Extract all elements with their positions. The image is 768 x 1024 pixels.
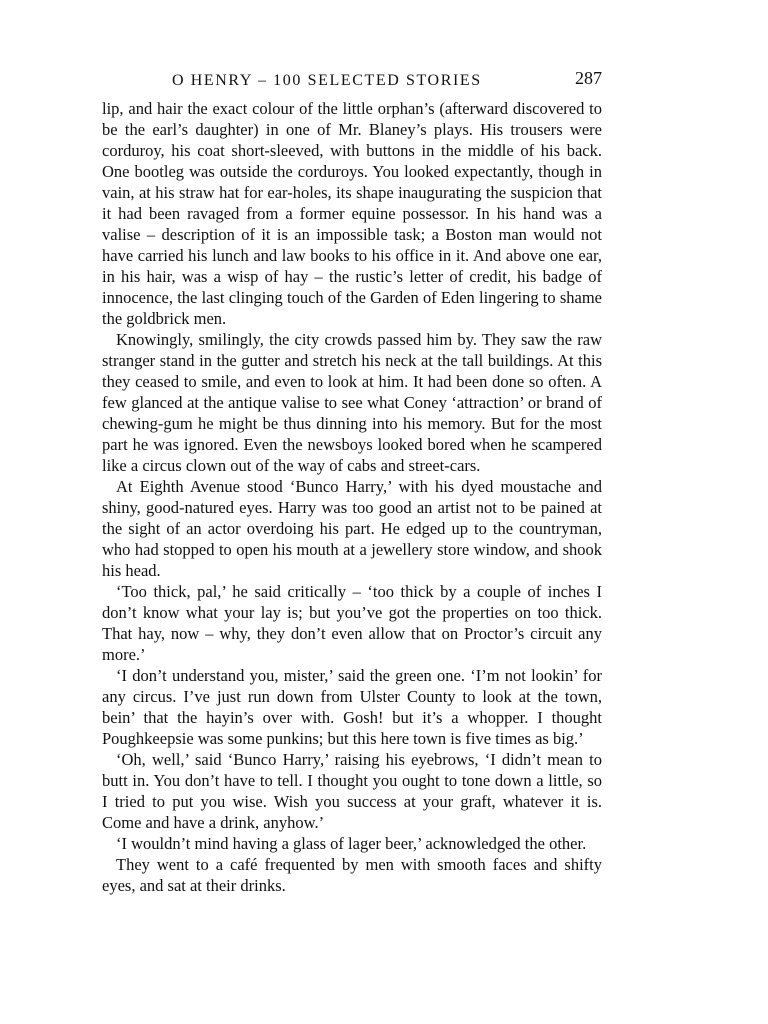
paragraph-4: ‘Too thick, pal,’ he said critically – ‘too thick by a couple of inches I don’t know what your lay is; but you’ve got the properties on too thick. That hay, now – why, they don’t even allow that on Proctor’s circuit any more.’ (102, 582, 602, 664)
page-number: 287 (575, 68, 602, 88)
paragraph-7: ‘I wouldn’t mind having a glass of lager beer,’ acknowledged the other. (116, 834, 587, 853)
paragraph-2: Knowingly, smilingly, the city crowds passed him by. They saw the raw stranger stand in the gutter and stretch his neck at the tall buildings. At this they ceased to smile, and even to look at him. It had been done so often. A few glanced at the antique valise to see what Coney ‘attraction’ or brand of chewing-gum he might be thus dinning into his memory. But for the most part he was ignored. Even the newsboys looked bored when he scampered like a circus clown out of the way of cabs and street-cars. (102, 330, 602, 475)
running-head (102, 66, 602, 94)
paragraph-3: At Eighth Avenue stood ‘Bunco Harry,’ with his dyed moustache and shiny, good-natured eyes. Harry was too good an artist not to be pained at the sight of an actor overdoing his part. He edged up to the countryman, who had stopped to open his mouth at a jewellery store window, and shook his head. (102, 477, 602, 580)
book-page (102, 66, 602, 896)
paragraph-1: lip, and hair the exact colour of the little orphan’s (afterward discovered to be the earl’s daughter) in one of Mr. Blaney’s plays. His trousers were corduroy, his coat short-sleeved, with buttons in the middle of his back. One bootleg was outside the corduroys. You looked expectantly, though in vain, at his straw hat for ear-holes, its shape inaugurating the suspicion that it had been ravaged from a former equine possessor. In his hand was a valise – description of it is an impossible task; a Boston man would not have carried his lunch and law books to his office in it. And above one ear, in his hair, was a wisp of hay – the rustic’s letter of credit, his badge of innocence, the last clinging touch of the Garden of Eden lingering to shame the goldbrick men. (102, 99, 602, 328)
paragraph-6: ‘Oh, well,’ said ‘Bunco Harry,’ raising his eyebrows, ‘I didn’t mean to butt in. You don’t have to tell. I thought you ought to tone down a little, so I tried to put you wise. Wish you success at your graft, whatever it is. Come and have a drink, anyhow.’ (102, 750, 602, 832)
running-title: O HENRY – 100 SELECTED STORIES (172, 72, 482, 89)
paragraph-5: ‘I don’t understand you, mister,’ said the green one. ‘I’m not lookin’ for any circus. I’ve just run down from Ulster County to look at the town, bein’ that the hayin’s over with. Gosh! but it’s a whopper. I thought Poughkeepsie was some punkins; but this here town is five times as big.’ (102, 666, 602, 748)
paragraph-8: They went to a café frequented by men with smooth faces and shifty eyes, and sat at their drinks. (102, 855, 602, 895)
body-text (102, 98, 602, 896)
